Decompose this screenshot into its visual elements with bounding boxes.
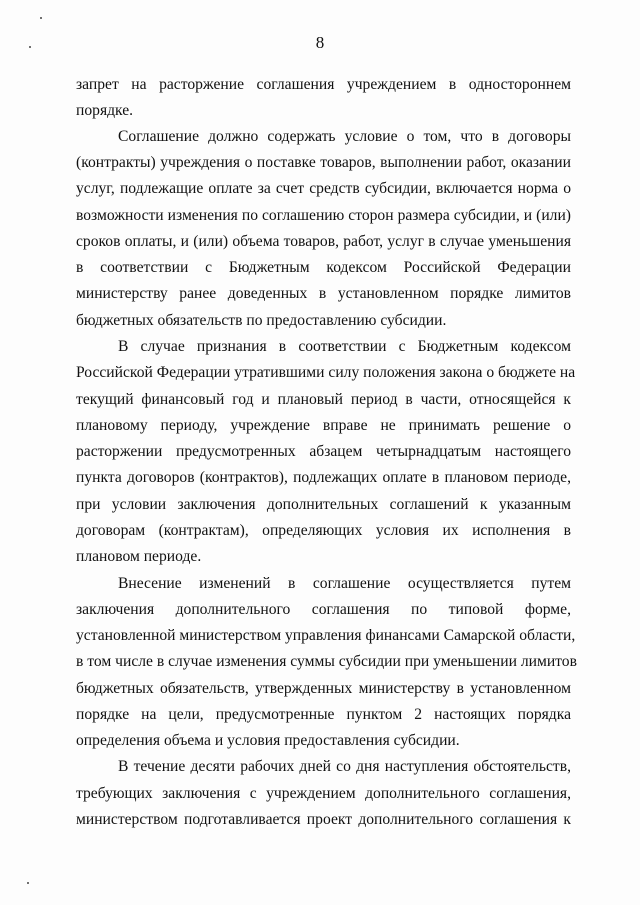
text-line: возможности изменения по соглашению сторон размера субсидии, и (или) bbox=[76, 207, 571, 224]
text-line: требующих заключения с учреждением дополнительного соглашения, bbox=[76, 785, 571, 802]
text-line: сроков оплаты, и (или) объема товаров, работ, услуг в случае уменьшения bbox=[76, 233, 571, 250]
text-line: плановому периоду, учреждение вправе не принимать решение о bbox=[76, 417, 571, 434]
text-line: порядке на цели, предусмотренные пунктом 2 настоящих порядка bbox=[76, 706, 571, 723]
text-line: в том числе в случае изменения суммы субсидии при уменьшении лимитов bbox=[76, 653, 577, 670]
scan-speck bbox=[27, 882, 29, 884]
text-line: Российской Федерации утратившими силу положения закона о бюджете на bbox=[76, 364, 576, 381]
paragraph-first-line: В течение десяти рабочих дней со дня наступления обстоятельств, bbox=[118, 758, 571, 775]
paragraph-first-line: Соглашение должно содержать условие о том, что в договоры bbox=[118, 128, 571, 145]
text-line: договорам (контрактам), определяющих условия их исполнения в bbox=[76, 522, 571, 539]
scan-speck bbox=[40, 17, 42, 19]
paragraph-first-line: В случае признания в соответствии с Бюджетным кодексом bbox=[118, 338, 571, 355]
text-line: бюджетных обязательств по предоставлению субсидии. bbox=[76, 312, 447, 329]
page-number: 8 bbox=[315, 33, 325, 52]
text-line: в соответствии с Бюджетным кодексом Российской Федерации bbox=[76, 259, 571, 276]
text-line: услуг, подлежащие оплате за счет средств субсидии, включается норма о bbox=[76, 180, 571, 197]
text-line: плановом периоде. bbox=[76, 548, 202, 565]
text-line: (контракты) учреждения о поставке товаров, выполнении работ, оказании bbox=[76, 154, 571, 171]
text-line: заключения дополнительного соглашения по типовой форме, bbox=[76, 601, 571, 618]
text-line: министерством подготавливается проект дополнительного соглашения к bbox=[76, 811, 571, 828]
text-line: текущий финансовый год и плановый период в части, относящейся к bbox=[76, 391, 571, 408]
text-line: запрет на расторжение соглашения учреждением в одностороннем bbox=[76, 76, 571, 93]
text-line: при условии заключения дополнительных соглашений к указанным bbox=[76, 496, 571, 513]
scan-speck bbox=[29, 46, 31, 48]
text-line: министерству ранее доведенных в установленном порядке лимитов bbox=[76, 285, 571, 302]
text-line: пункта договоров (контрактов), подлежащих оплате в плановом периоде, bbox=[76, 469, 571, 486]
text-line: порядке. bbox=[76, 102, 134, 119]
text-line: бюджетных обязательств, утвержденных министерству в установленном bbox=[76, 680, 571, 697]
text-line: установленной министерством управления финансами Самарской области, bbox=[76, 627, 576, 644]
text-line: определения объема и условия предоставления субсидии. bbox=[76, 732, 460, 749]
text-line: расторжении предусмотренных абзацем четырнадцатым настоящего bbox=[76, 443, 571, 460]
paragraph-first-line: Внесение изменений в соглашение осуществляется путем bbox=[118, 575, 571, 592]
